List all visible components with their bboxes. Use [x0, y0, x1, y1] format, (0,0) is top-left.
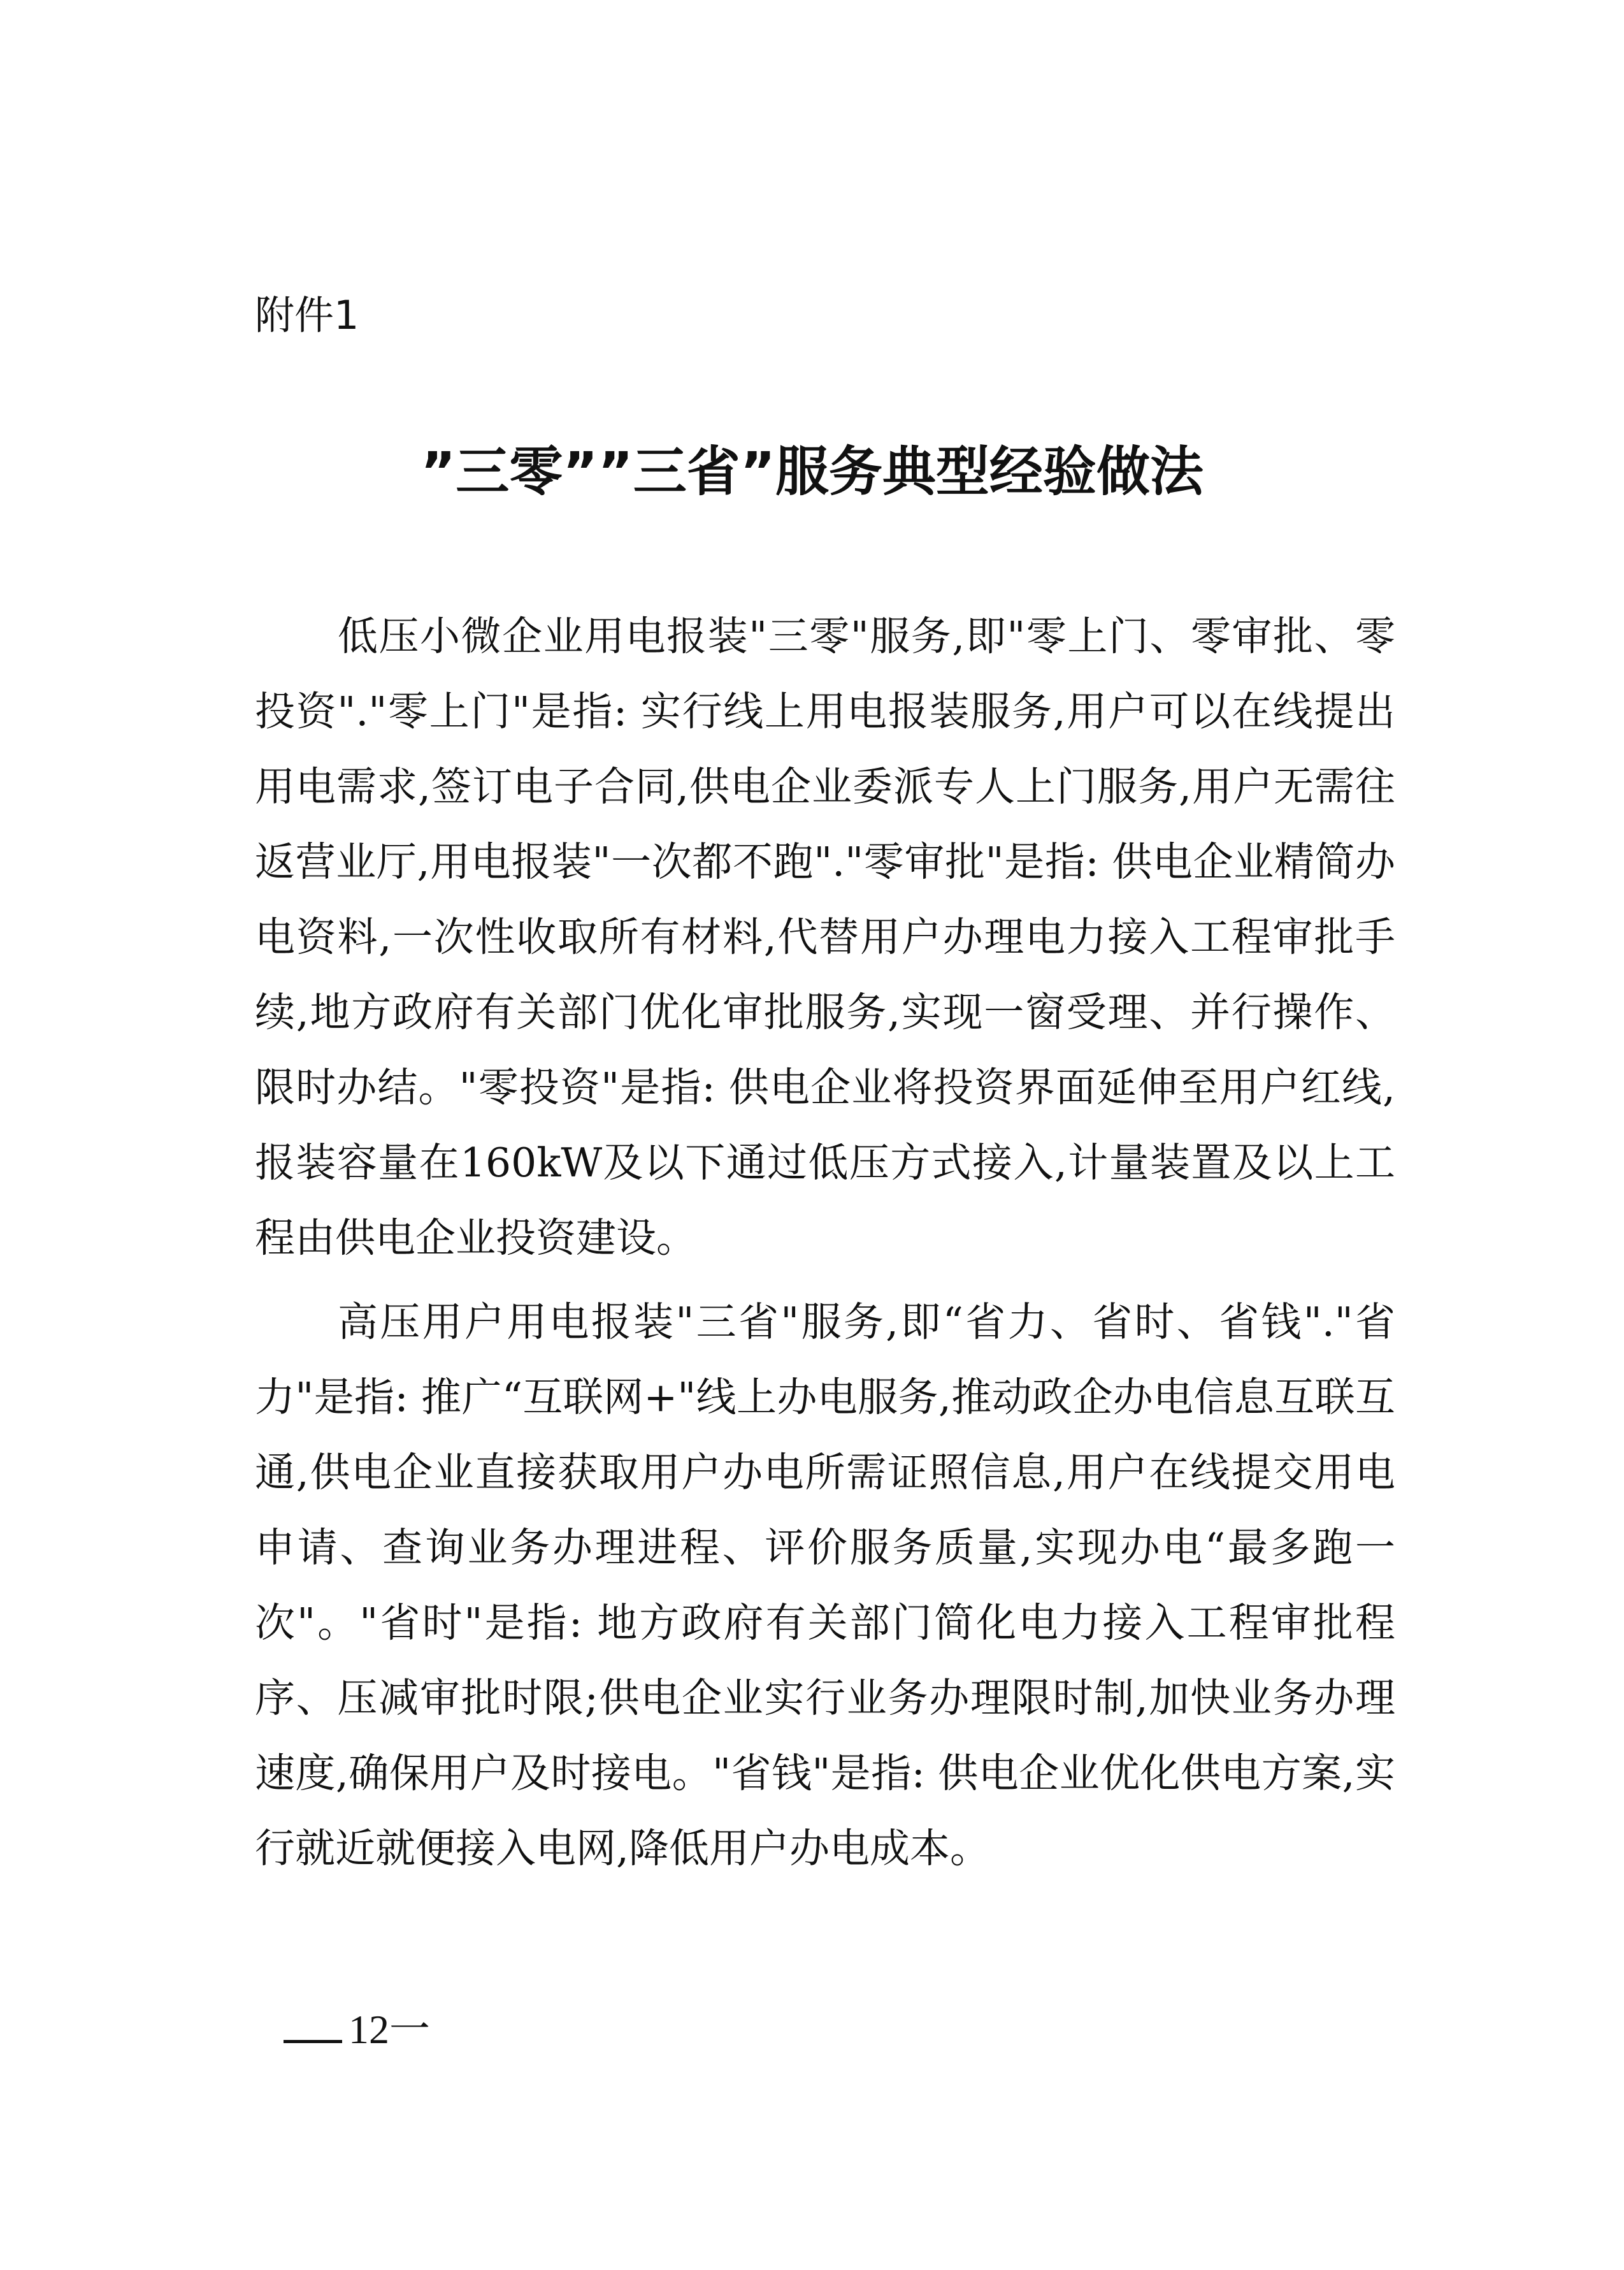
page-title: ”三零””三省”服务典型经验做法 — [420, 440, 1204, 503]
paragraph-three-zero-service: 低压小微企业用电报装"三零"服务,即"零上门、零审批、零投资"."零上门"是指: 实行线上用电报装服务,用户可以在线提出用电需求,签订电子合同,供电企业委派专人上门服务,用户无需往返营业厅,用电报装"一次都不跑"."零审批"是指: 供电企业精简办电资料,一次性收取所有材料,代替用户办理电力接入工程审批手续,地方政府有关部门优化审批服务,实现一窗受理、并行操作、限时办结。"零投资"是指: 供电企业将投资界面延伸至用户红线,报装容量在160kW及以下通过低压方式接入,计量装置及以上工程由供电企业投资建设。 — [255, 613, 1395, 1261]
page-number-rule — [284, 2040, 342, 2043]
page-number — [284, 2004, 430, 2055]
document-body — [255, 599, 1395, 1895]
page-number-text: 12一 — [349, 2007, 430, 2052]
paragraph-three-save-service: 高压用户用电报装"三省"服务,即“省力、省时、省钱"."省力"是指: 推广“互联网+"线上办电服务,推动政企办电信息互联互通,供电企业直接获取用户办电所需证照信息,用户在线提交用电申请、查询业务办理进程、评价服务质量,实现办电“最多跑一次"。"省时"是指: 地方政府有关部门简化电力接入工程审批程序、压减审批时限;供电企业实行业务办理限时制,加快业务办理速度,确保用户及时接电。"省钱"是指: 供电企业优化供电方案,实行就近就便接入电网,降低用户办电成本。 — [255, 1299, 1395, 1872]
attachment-label: 附件1 — [255, 292, 359, 338]
